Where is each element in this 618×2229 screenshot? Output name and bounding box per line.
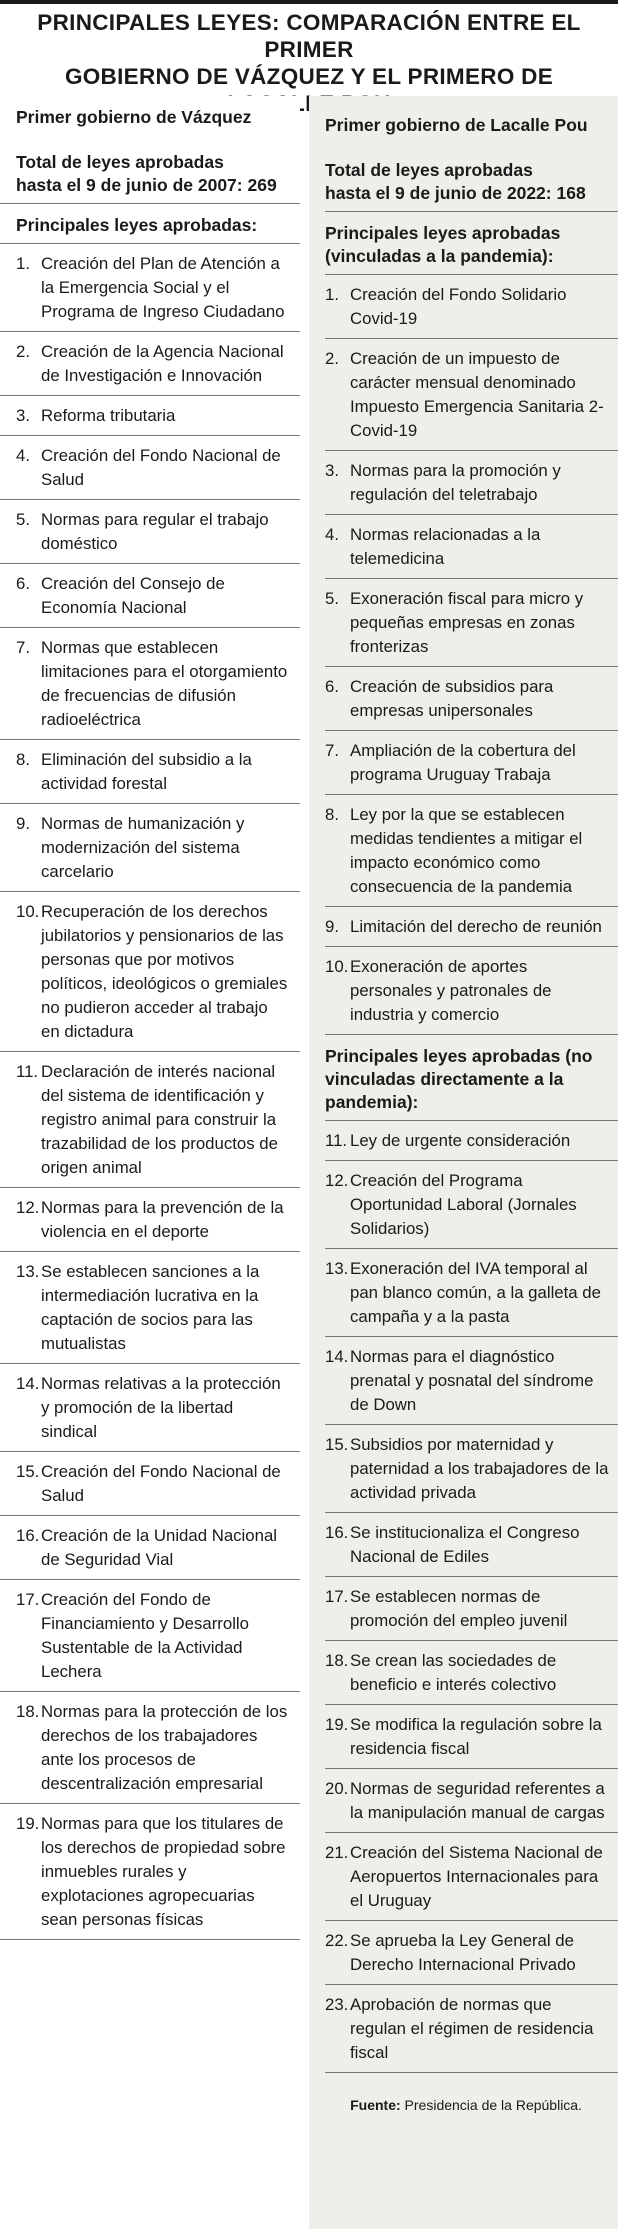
item-text: Declaración de interés nacional del sistema de identificación y registro animal para construir la trazabilidad de los productos de origen animal — [41, 1062, 278, 1177]
vazquez-total — [0, 151, 300, 204]
item-text: Normas relacionadas a la telemedicina — [350, 525, 541, 568]
item-text: Ley por la que se establecen medidas tendientes a mitigar el impacto económico como consecuencia de la pandemia — [350, 805, 583, 896]
list-item — [0, 396, 300, 436]
item-number: 22. — [325, 1931, 349, 1950]
item-text: Creación del Plan de Atención a la Emergencia Social y el Programa de Ingreso Ciudadano — [41, 254, 285, 321]
item-number: 15. — [325, 1435, 349, 1454]
item-number: 3. — [16, 406, 30, 425]
list-item — [325, 515, 618, 579]
lacalle-column — [309, 96, 618, 2229]
list-item — [0, 1692, 300, 1804]
list-item — [325, 1833, 618, 1921]
list-item — [325, 1641, 618, 1705]
item-text: Se crean las sociedades de beneficio e interés colectivo — [350, 1651, 557, 1694]
item-text: Normas de seguridad referentes a la manipulación manual de cargas — [350, 1779, 605, 1822]
item-text: Creación del Fondo Solidario Covid-19 — [350, 285, 567, 328]
lacalle-total-line-1: Total de leyes aprobadas — [325, 160, 533, 180]
source-label: Fuente: — [350, 2097, 401, 2113]
lacalle-non-pandemic-section-heading: Principales leyes aprobadas (no vinculadas directamente a la pandemia): — [325, 1035, 618, 1121]
item-text: Normas para la promoción y regulación del teletrabajo — [350, 461, 561, 504]
item-number: 11. — [16, 1062, 39, 1081]
list-item — [325, 1577, 618, 1641]
item-number: 9. — [325, 917, 339, 936]
list-item — [325, 795, 618, 907]
list-item — [0, 740, 300, 804]
source-text: Presidencia de la República. — [404, 2097, 582, 2113]
lacalle-non-pandemic-law-list — [325, 1121, 610, 2073]
item-number: 16. — [16, 1526, 40, 1545]
item-text: Normas que establecen limitaciones para el otorgamiento de frecuencias de difusión radioeléctrica — [41, 638, 288, 729]
list-item — [0, 1804, 300, 1940]
item-text: Aprobación de normas que regulan el régimen de residencia fiscal — [350, 1995, 594, 2062]
item-number: 19. — [325, 1715, 349, 1734]
item-text: Ampliación de la cobertura del programa Uruguay Trabaja — [350, 741, 576, 784]
list-item — [0, 628, 300, 740]
list-item — [0, 1516, 300, 1580]
item-text: Creación del Programa Oportunidad Laboral (Jornales Solidarios) — [350, 1171, 577, 1238]
item-number: 10. — [16, 902, 40, 921]
item-number: 9. — [16, 814, 30, 833]
list-item — [0, 436, 300, 500]
item-text: Se aprueba la Ley General de Derecho Internacional Privado — [350, 1931, 576, 1974]
item-number: 21. — [325, 1843, 349, 1862]
item-number: 16. — [325, 1523, 349, 1542]
item-number: 20. — [325, 1779, 349, 1798]
item-number: 14. — [16, 1374, 40, 1393]
item-number: 7. — [16, 638, 30, 657]
list-item — [325, 1769, 618, 1833]
item-number: 14. — [325, 1347, 349, 1366]
item-number: 23. — [325, 1995, 349, 2014]
item-text: Creación del Fondo Nacional de Salud — [41, 1462, 281, 1505]
list-item — [0, 1452, 300, 1516]
item-number: 1. — [325, 285, 339, 304]
item-number: 1. — [16, 254, 30, 273]
item-text: Se establecen sanciones a la intermediación lucrativa en la captación de socios para las mutualistas — [41, 1262, 260, 1353]
list-item — [0, 1580, 300, 1692]
item-number: 5. — [325, 589, 339, 608]
list-item — [325, 947, 618, 1035]
list-item — [0, 244, 300, 332]
item-number: 19. — [16, 1814, 40, 1833]
item-text: Normas para el diagnóstico prenatal y posnatal del síndrome de Down — [350, 1347, 594, 1414]
list-item — [0, 500, 300, 564]
lacalle-heading: Primer gobierno de Lacalle Pou — [325, 115, 588, 135]
item-number: 8. — [325, 805, 339, 824]
vazquez-total-line-2: hasta el 9 de junio de 2007: 269 — [16, 175, 277, 195]
list-item — [325, 1337, 618, 1425]
item-number: 5. — [16, 510, 30, 529]
item-text: Creación del Sistema Nacional de Aeropuertos Internacionales para el Uruguay — [350, 1843, 603, 1910]
item-number: 15. — [16, 1462, 40, 1481]
list-item — [325, 1161, 618, 1249]
item-text: Normas relativas a la protección y promoción de la libertad sindical — [41, 1374, 281, 1441]
item-text: Creación de un impuesto de carácter mensual denominado Impuesto Emergencia Sanitaria 2-Covid-19 — [350, 349, 604, 440]
item-number: 6. — [325, 677, 339, 696]
vazquez-heading: Primer gobierno de Vázquez — [16, 107, 252, 127]
title-line-2: GOBIERNO DE VÁZQUEZ Y EL PRIMERO DE — [64, 64, 554, 89]
item-text: Normas para la protección de los derechos de los trabajadores ante los procesos de descentralización empresarial — [41, 1702, 288, 1793]
list-item — [0, 1252, 300, 1364]
list-item — [325, 667, 618, 731]
item-text: Limitación del derecho de reunión — [350, 917, 602, 936]
item-text: Se modifica la regulación sobre la residencia fiscal — [350, 1715, 602, 1758]
item-text: Subsidios por maternidad y paternidad a los trabajadores de la actividad privada — [350, 1435, 609, 1502]
item-text: Creación de la Unidad Nacional de Seguridad Vial — [41, 1526, 278, 1569]
list-item — [0, 1364, 300, 1452]
item-number: 12. — [325, 1171, 349, 1190]
list-item — [0, 892, 300, 1052]
item-number: 4. — [325, 525, 339, 544]
lacalle-pandemic-law-list — [325, 275, 610, 1035]
list-item — [0, 804, 300, 892]
item-text: Se establecen normas de promoción del empleo juvenil — [350, 1587, 568, 1630]
item-text: Normas para que los titulares de los derechos de propiedad sobre inmuebles rurales y explotaciones agropecuarias sean personas físicas — [41, 1814, 286, 1929]
item-number: 17. — [325, 1587, 349, 1606]
list-item — [325, 451, 618, 515]
item-text: Exoneración del IVA temporal al pan blanco común, a la galleta de campaña y a la pasta — [350, 1259, 601, 1326]
vazquez-total-line-1: Total de leyes aprobadas — [16, 152, 224, 172]
item-text: Recuperación de los derechos jubilatorios y pensionarios de las personas que por motivos políticos, ideológicos o gremiales no pudieron acceder al trabajo en dictadura — [41, 902, 288, 1041]
list-item — [325, 339, 618, 451]
item-text: Normas para la prevención de la violencia en el deporte — [41, 1198, 284, 1241]
item-number: 2. — [325, 349, 339, 368]
item-text: Eliminación del subsidio a la actividad forestal — [41, 750, 252, 793]
item-number: 7. — [325, 741, 339, 760]
list-item — [325, 1249, 618, 1337]
list-item — [0, 332, 300, 396]
item-number: 8. — [16, 750, 30, 769]
list-item — [325, 1513, 618, 1577]
lacalle-total-line-2: hasta el 9 de junio de 2022: 168 — [325, 183, 586, 203]
item-number: 6. — [16, 574, 30, 593]
lacalle-total — [325, 159, 618, 212]
item-text: Normas para regular el trabajo doméstico — [41, 510, 269, 553]
top-rule — [0, 0, 618, 4]
list-item — [325, 1705, 618, 1769]
list-item — [325, 1425, 618, 1513]
item-number: 3. — [325, 461, 339, 480]
item-number: 12. — [16, 1198, 40, 1217]
list-item — [325, 1985, 618, 2073]
item-text: Exoneración fiscal para micro y pequeñas empresas en zonas fronterizas — [350, 589, 584, 656]
item-number: 18. — [325, 1651, 349, 1670]
item-text: Creación de la Agencia Nacional de Investigación e Innovación — [41, 342, 284, 385]
item-number: 11. — [325, 1131, 348, 1150]
item-text: Reforma tributaria — [41, 406, 176, 425]
item-text: Normas de humanización y modernización del sistema carcelario — [41, 814, 245, 881]
list-item — [325, 275, 618, 339]
item-text: Se institucionaliza el Congreso Nacional de Ediles — [350, 1523, 580, 1566]
item-text: Exoneración de aportes personales y patronales de industria y comercio — [350, 957, 552, 1024]
item-number: 10. — [325, 957, 349, 976]
source-note — [325, 2073, 610, 2115]
item-number: 2. — [16, 342, 30, 361]
item-number: 4. — [16, 446, 30, 465]
vazquez-section-heading: Principales leyes aprobadas: — [0, 204, 300, 244]
vazquez-column — [0, 96, 300, 2229]
list-item — [325, 1921, 618, 1985]
list-item — [325, 907, 618, 947]
list-item — [325, 731, 618, 795]
item-number: 18. — [16, 1702, 40, 1721]
item-text: Creación del Consejo de Economía Nacional — [41, 574, 225, 617]
list-item — [0, 564, 300, 628]
list-item — [0, 1188, 300, 1252]
list-item — [325, 1121, 618, 1161]
lacalle-pandemic-section-heading: Principales leyes aprobadas (vinculadas a la pandemia): — [325, 212, 618, 275]
vazquez-law-list — [16, 244, 290, 1940]
item-text: Creación del Fondo Nacional de Salud — [41, 446, 281, 489]
item-text: Ley de urgente consideración — [350, 1131, 571, 1150]
list-item — [325, 579, 618, 667]
item-number: 13. — [16, 1262, 40, 1281]
list-item — [0, 1052, 300, 1188]
item-text: Creación de subsidios para empresas unipersonales — [350, 677, 554, 720]
item-number: 13. — [325, 1259, 349, 1278]
item-number: 17. — [16, 1590, 40, 1609]
title-line-1: PRINCIPALES LEYES: COMPARACIÓN ENTRE EL PRIMER — [37, 10, 581, 62]
item-text: Creación del Fondo de Financiamiento y Desarrollo Sustentable de la Actividad Lechera — [41, 1590, 249, 1681]
